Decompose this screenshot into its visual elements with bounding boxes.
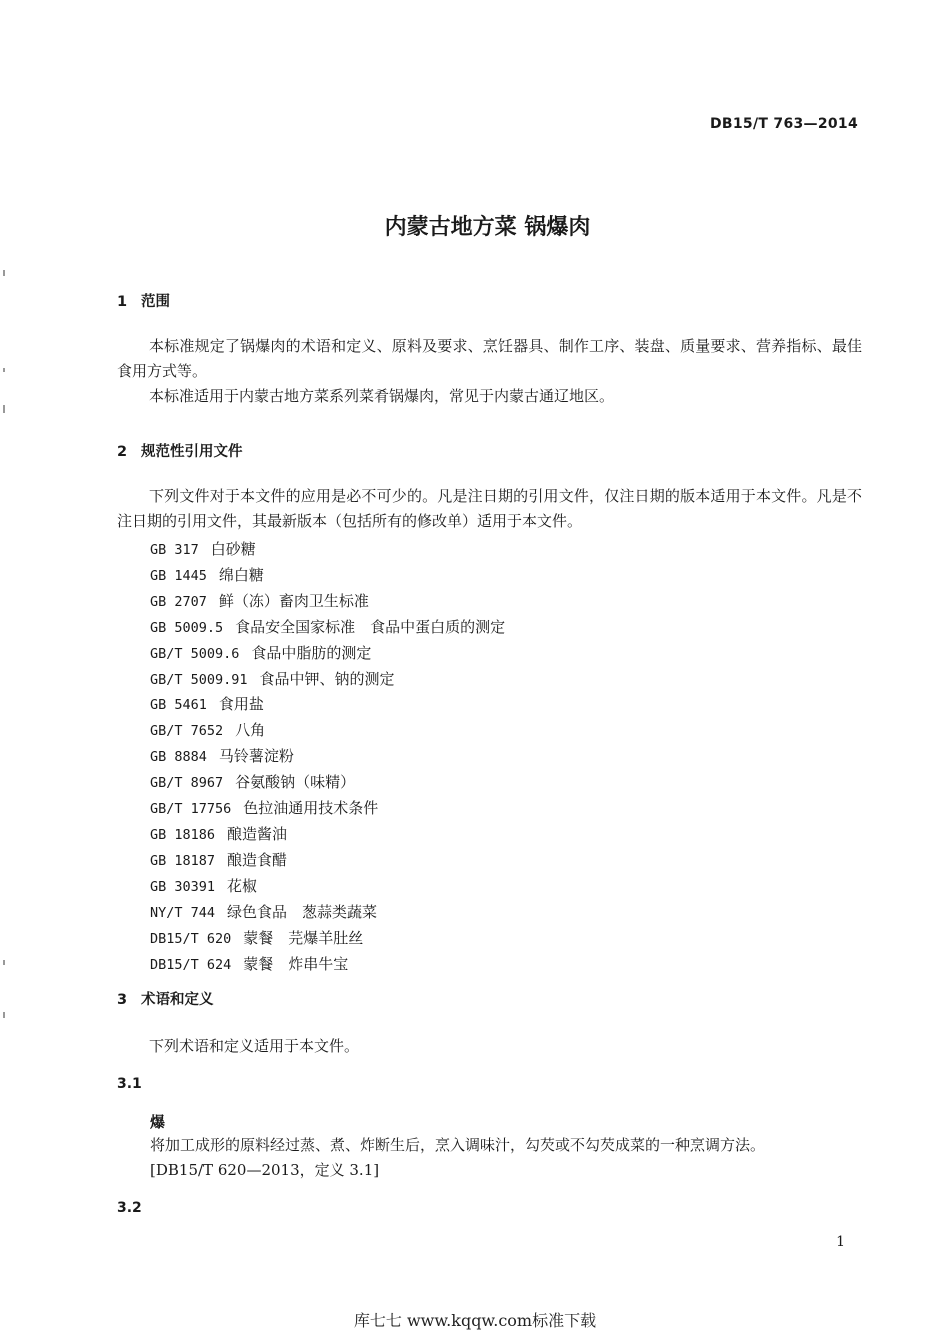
scan-mark xyxy=(3,960,5,965)
reference-list xyxy=(150,537,505,977)
scan-mark xyxy=(3,270,5,276)
reference-name: 花椒 xyxy=(227,876,258,895)
reference-code: GB 2707 xyxy=(150,593,207,610)
term-number: 3.1 xyxy=(117,1076,142,1092)
list-item xyxy=(150,952,505,978)
section-number: 3 xyxy=(117,992,128,1008)
list-item xyxy=(150,667,505,693)
reference-name: 绵白糖 xyxy=(218,565,264,584)
scan-mark xyxy=(3,368,5,372)
section-number: 2 xyxy=(117,444,128,460)
scan-mark xyxy=(3,405,5,413)
reference-code: GB 18186 xyxy=(150,826,216,843)
reference-name: 马铃薯淀粉 xyxy=(218,747,294,766)
terms-intro: 下列术语和定义适用于本文件。 xyxy=(149,1037,360,1055)
reference-name: 蒙餐 炸串牛宝 xyxy=(243,954,349,973)
reference-name: 食品中脂肪的测定 xyxy=(251,643,372,662)
list-item xyxy=(150,563,505,589)
standard-code: DB15/T 763—2014 xyxy=(710,116,858,132)
section-title: 术语和定义 xyxy=(141,992,214,1008)
list-item xyxy=(150,615,505,641)
section-heading-normative-refs xyxy=(117,440,243,461)
reference-code: GB 30391 xyxy=(150,878,216,895)
reference-name: 蒙餐 芫爆羊肚丝 xyxy=(243,928,364,947)
list-item xyxy=(150,744,505,770)
normative-refs-intro: 下列文件对于本文件的应用是必不可少的。凡是注日期的引用文件，仅注日期的版本适用于本文件。凡是不注日期的引用文件，其最新版本（包括所有的修改单）适用于本文件。 xyxy=(117,487,862,530)
list-item xyxy=(150,589,505,615)
section-heading-terms xyxy=(117,988,214,1009)
list-item xyxy=(150,537,505,563)
reference-name: 白砂糖 xyxy=(210,540,256,558)
scope-paragraph-1: 本标准规定了锅爆肉的术语和定义、原料及要求、烹饪器具、制作工序、装盘、质量要求、营养指标、最佳食用方式等。 xyxy=(117,337,862,380)
list-item xyxy=(150,692,505,718)
list-item xyxy=(150,926,505,952)
list-item xyxy=(150,822,505,848)
list-item xyxy=(150,770,505,796)
reference-code: GB 1445 xyxy=(150,567,207,584)
reference-name: 绿色食品 葱蒜类蔬菜 xyxy=(227,902,378,921)
term-definition: 将加工成形的原料经过蒸、煮、炸断生后，烹入调味汁，勾芡或不勾芡成菜的一种烹调方法。 xyxy=(150,1136,766,1154)
reference-code: GB 8884 xyxy=(150,749,207,766)
reference-code: GB 317 xyxy=(150,542,199,558)
list-item xyxy=(150,848,505,874)
footer-watermark: 库七七 www.kqqw.com标准下载 xyxy=(353,1311,597,1330)
reference-name: 鲜（冻）畜肉卫生标准 xyxy=(218,591,369,610)
scan-mark xyxy=(3,1012,5,1018)
section-number: 1 xyxy=(117,294,128,310)
reference-code: GB/T 8967 xyxy=(150,775,224,792)
list-item xyxy=(150,900,505,926)
reference-code: GB 5461 xyxy=(150,697,207,714)
list-item xyxy=(150,641,505,667)
reference-code: GB 18187 xyxy=(150,852,216,869)
list-item xyxy=(150,796,505,822)
term-source: [DB15/T 620—2013，定义 3.1] xyxy=(150,1161,380,1179)
section-title: 规范性引用文件 xyxy=(141,444,243,460)
reference-code: DB15/T 620 xyxy=(150,930,232,947)
reference-name: 酿造食醋 xyxy=(227,850,288,869)
scope-paragraph-2: 本标准适用于内蒙古地方菜系列菜肴锅爆肉，常见于内蒙古通辽地区。 xyxy=(149,387,615,405)
reference-name: 八角 xyxy=(235,721,266,740)
reference-code: GB 5009.5 xyxy=(150,619,224,636)
reference-code: GB/T 5009.6 xyxy=(150,645,240,662)
reference-name: 酿造酱油 xyxy=(227,824,288,843)
reference-name: 谷氨酸钠（味精） xyxy=(235,773,356,792)
list-item xyxy=(150,874,505,900)
term-name: 爆 xyxy=(150,1113,166,1131)
term-number: 3.2 xyxy=(117,1200,142,1216)
reference-code: NY/T 744 xyxy=(150,904,216,921)
page-number: 1 xyxy=(836,1234,845,1250)
section-heading-scope xyxy=(117,290,170,311)
reference-code: GB/T 17756 xyxy=(150,801,232,818)
list-item xyxy=(150,718,505,744)
document-title: 内蒙古地方菜 锅爆肉 xyxy=(384,215,591,240)
reference-code: DB15/T 624 xyxy=(150,956,232,973)
section-title: 范围 xyxy=(141,294,170,310)
reference-code: GB/T 5009.91 xyxy=(150,671,248,688)
reference-code: GB/T 7652 xyxy=(150,723,224,740)
reference-name: 食用盐 xyxy=(218,695,264,714)
reference-name: 色拉油通用技术条件 xyxy=(243,799,379,818)
reference-name: 食品安全国家标准 食品中蛋白质的测定 xyxy=(235,617,506,636)
reference-name: 食品中钾、钠的测定 xyxy=(259,669,395,688)
